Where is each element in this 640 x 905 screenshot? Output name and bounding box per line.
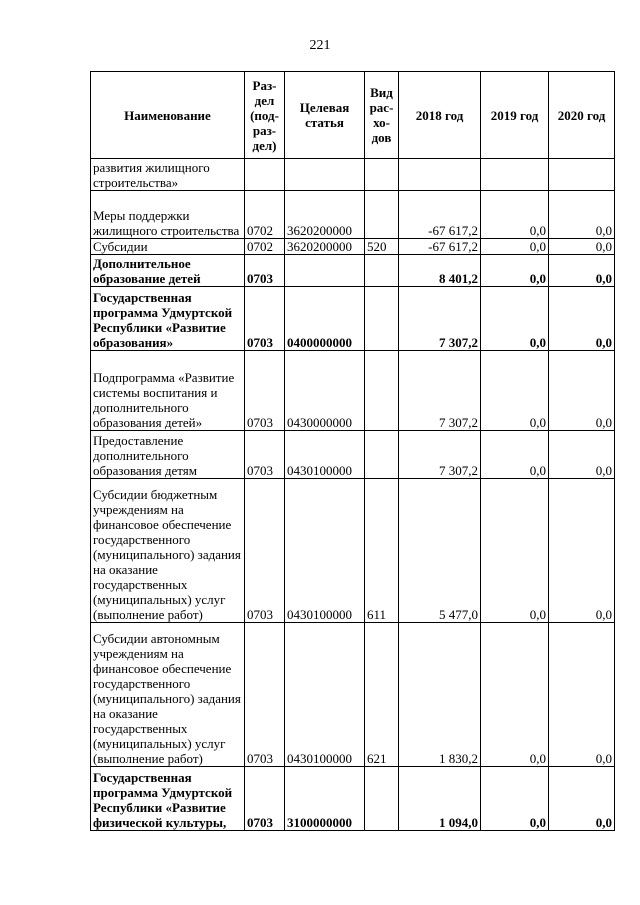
row-2018: 1 830,2 [399, 623, 481, 767]
row-vid [365, 351, 399, 431]
table-row [91, 191, 615, 239]
table-row [91, 479, 615, 623]
row-razdel: 0702 [245, 191, 285, 239]
row-target: 0430100000 [285, 623, 365, 767]
row-target [285, 255, 365, 287]
row-razdel: 0703 [245, 431, 285, 479]
row-name: развития жилищного строительства» [91, 159, 245, 191]
row-name: Подпрограмма «Развитие системы воспитания и дополнительного образования детей» [91, 351, 245, 431]
row-name: Государственная программа Удмуртской Республики «Развитие образования» [91, 287, 245, 351]
row-name: Дополнительное образование детей [91, 255, 245, 287]
row-2018: -67 617,2 [399, 239, 481, 255]
row-target: 3620200000 [285, 191, 365, 239]
row-razdel: 0702 [245, 239, 285, 255]
row-name: Государственная программа Удмуртской Республики «Развитие физической культуры, [91, 767, 245, 831]
row-2018: 7 307,2 [399, 287, 481, 351]
row-target: 0430100000 [285, 431, 365, 479]
row-2020: 0,0 [549, 767, 615, 831]
row-2018: 7 307,2 [399, 351, 481, 431]
row-2019 [481, 159, 549, 191]
row-2018 [399, 159, 481, 191]
header-vid: Вид рас- хо- дов [365, 72, 399, 159]
table-row [91, 287, 615, 351]
row-2020: 0,0 [549, 351, 615, 431]
row-vid: 621 [365, 623, 399, 767]
row-2019: 0,0 [481, 191, 549, 239]
row-target: 0430100000 [285, 479, 365, 623]
table-row [91, 255, 615, 287]
table-row [91, 767, 615, 831]
table-row [91, 351, 615, 431]
row-2020: 0,0 [549, 191, 615, 239]
row-2019: 0,0 [481, 287, 549, 351]
row-vid: 520 [365, 239, 399, 255]
row-2020: 0,0 [549, 623, 615, 767]
header-name: Наименование [91, 72, 245, 159]
row-target: 3620200000 [285, 239, 365, 255]
row-target [285, 159, 365, 191]
row-2019: 0,0 [481, 767, 549, 831]
row-2020: 0,0 [549, 255, 615, 287]
row-razdel: 0703 [245, 479, 285, 623]
row-2018: -67 617,2 [399, 191, 481, 239]
row-2019: 0,0 [481, 239, 549, 255]
row-2018: 5 477,0 [399, 479, 481, 623]
table-header-row [91, 72, 615, 159]
table-body [91, 159, 615, 831]
budget-table [90, 71, 615, 831]
row-2019: 0,0 [481, 431, 549, 479]
row-2020 [549, 159, 615, 191]
row-2020: 0,0 [549, 479, 615, 623]
header-2020: 2020 год [549, 72, 615, 159]
row-2018: 7 307,2 [399, 431, 481, 479]
row-target: 0400000000 [285, 287, 365, 351]
row-name: Субсидии [91, 239, 245, 255]
table-row [91, 623, 615, 767]
row-name: Субсидии бюджетным учреждениям на финансовое обеспечение государственного (муниципального) задания на оказание государственных (муниципальных) услуг (выполнение работ) [91, 479, 245, 623]
row-target: 0430000000 [285, 351, 365, 431]
row-2019: 0,0 [481, 479, 549, 623]
row-razdel: 0703 [245, 255, 285, 287]
row-2018: 8 401,2 [399, 255, 481, 287]
row-2020: 0,0 [549, 239, 615, 255]
row-name: Субсидии автономным учреждениям на финансовое обеспечение государственного (муниципального) задания на оказание государственных (муниципальных) услуг (выполнение работ) [91, 623, 245, 767]
row-vid [365, 287, 399, 351]
table-row [91, 431, 615, 479]
row-2020: 0,0 [549, 431, 615, 479]
row-vid: 611 [365, 479, 399, 623]
header-target: Целевая статья [285, 72, 365, 159]
row-vid [365, 431, 399, 479]
row-target: 3100000000 [285, 767, 365, 831]
row-2019: 0,0 [481, 255, 549, 287]
row-vid [365, 191, 399, 239]
row-vid [365, 255, 399, 287]
table-row [91, 159, 615, 191]
row-2020: 0,0 [549, 287, 615, 351]
row-razdel: 0703 [245, 351, 285, 431]
row-vid [365, 767, 399, 831]
row-2018: 1 094,0 [399, 767, 481, 831]
row-razdel: 0703 [245, 287, 285, 351]
row-name: Меры поддержки жилищного строительства [91, 191, 245, 239]
row-razdel [245, 159, 285, 191]
table-row [91, 239, 615, 255]
row-2019: 0,0 [481, 623, 549, 767]
row-razdel: 0703 [245, 767, 285, 831]
page-number: 221 [309, 38, 331, 53]
header-2019: 2019 год [481, 72, 549, 159]
row-vid [365, 159, 399, 191]
row-2019: 0,0 [481, 351, 549, 431]
header-2018: 2018 год [399, 72, 481, 159]
header-razdel: Раз- дел (под- раз- дел) [245, 72, 285, 159]
row-name: Предоставление дополнительного образования детям [91, 431, 245, 479]
row-razdel: 0703 [245, 623, 285, 767]
